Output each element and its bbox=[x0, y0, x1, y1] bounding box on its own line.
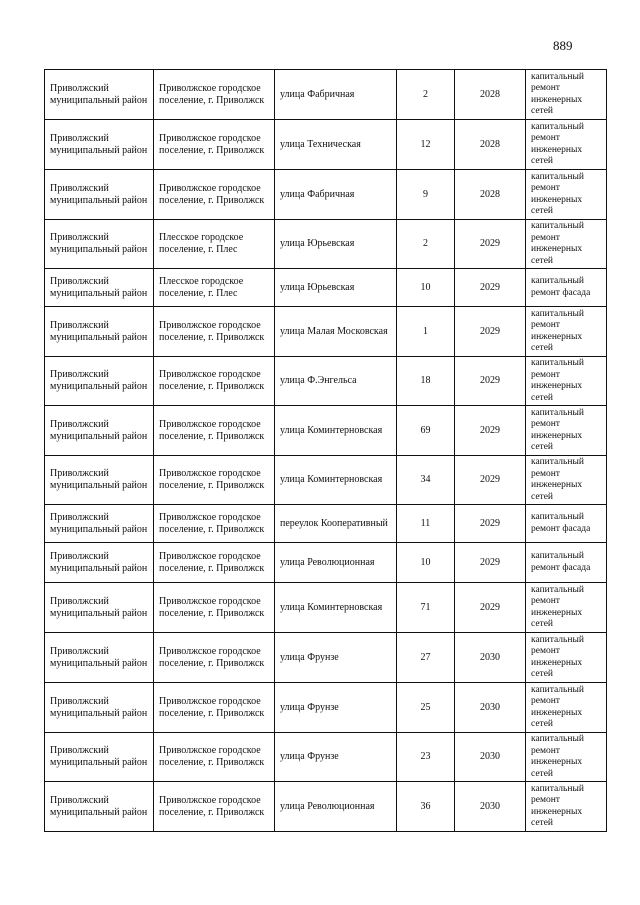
table-row bbox=[45, 406, 607, 456]
street-cell: улица Техническая bbox=[275, 120, 397, 170]
municipal-district-cell: Приволжский муниципальный район bbox=[45, 782, 154, 832]
settlement-cell: Приволжское городское поселение, г. Приволжск bbox=[154, 633, 275, 683]
municipal-district-cell: Приволжский муниципальный район bbox=[45, 120, 154, 170]
settlement-cell: Приволжское городское поселение, г. Приволжск bbox=[154, 307, 275, 357]
municipal-district-cell: Приволжский муниципальный район bbox=[45, 70, 154, 120]
repair-year-cell: 2029 bbox=[455, 406, 526, 456]
settlement-cell: Приволжское городское поселение, г. Приволжск bbox=[154, 583, 275, 633]
table-row bbox=[45, 733, 607, 782]
street-cell: улица Революционная bbox=[275, 543, 397, 583]
table-row bbox=[45, 70, 607, 120]
settlement-cell: Приволжское городское поселение, г. Приволжск bbox=[154, 170, 275, 220]
street-cell: улица Фрунзе bbox=[275, 633, 397, 683]
table-row bbox=[45, 505, 607, 543]
work-type-cell: капитальный ремонт инженерных сетей bbox=[526, 782, 607, 832]
settlement-cell: Приволжское городское поселение, г. Приволжск bbox=[154, 733, 275, 782]
house-number-cell: 18 bbox=[397, 357, 455, 406]
housing-repair-table bbox=[44, 69, 607, 832]
table-row bbox=[45, 456, 607, 505]
house-number-cell: 25 bbox=[397, 683, 455, 733]
work-type-cell: капитальный ремонт инженерных сетей bbox=[526, 120, 607, 170]
settlement-cell: Приволжское городское поселение, г. Приволжск bbox=[154, 120, 275, 170]
repair-year-cell: 2030 bbox=[455, 633, 526, 683]
work-type-cell: капитальный ремонт инженерных сетей bbox=[526, 733, 607, 782]
work-type-cell: капитальный ремонт фасада bbox=[526, 269, 607, 307]
street-cell: улица Коминтерновская bbox=[275, 456, 397, 505]
municipal-district-cell: Приволжский муниципальный район bbox=[45, 307, 154, 357]
work-type-cell: капитальный ремонт инженерных сетей bbox=[526, 683, 607, 733]
repair-year-cell: 2029 bbox=[455, 456, 526, 505]
table-row bbox=[45, 782, 607, 832]
settlement-cell: Плесское городское поселение, г. Плес bbox=[154, 220, 275, 269]
work-type-cell: капитальный ремонт инженерных сетей bbox=[526, 357, 607, 406]
settlement-cell: Приволжское городское поселение, г. Приволжск bbox=[154, 683, 275, 733]
house-number-cell: 10 bbox=[397, 269, 455, 307]
work-type-cell: капитальный ремонт фасада bbox=[526, 505, 607, 543]
house-number-cell: 34 bbox=[397, 456, 455, 505]
street-cell: улица Фабричная bbox=[275, 170, 397, 220]
municipal-district-cell: Приволжский муниципальный район bbox=[45, 505, 154, 543]
table-row bbox=[45, 357, 607, 406]
house-number-cell: 23 bbox=[397, 733, 455, 782]
settlement-cell: Приволжское городское поселение, г. Приволжск bbox=[154, 782, 275, 832]
street-cell: улица Фрунзе bbox=[275, 683, 397, 733]
work-type-cell: капитальный ремонт инженерных сетей bbox=[526, 583, 607, 633]
municipal-district-cell: Приволжский муниципальный район bbox=[45, 406, 154, 456]
work-type-cell: капитальный ремонт инженерных сетей bbox=[526, 633, 607, 683]
municipal-district-cell: Приволжский муниципальный район bbox=[45, 543, 154, 583]
table-row bbox=[45, 220, 607, 269]
work-type-cell: капитальный ремонт инженерных сетей bbox=[526, 307, 607, 357]
table-row bbox=[45, 633, 607, 683]
municipal-district-cell: Приволжский муниципальный район bbox=[45, 633, 154, 683]
street-cell: улица Юрьевская bbox=[275, 269, 397, 307]
street-cell: улица Коминтерновская bbox=[275, 583, 397, 633]
municipal-district-cell: Приволжский муниципальный район bbox=[45, 683, 154, 733]
work-type-cell: капитальный ремонт фасада bbox=[526, 543, 607, 583]
repair-year-cell: 2029 bbox=[455, 307, 526, 357]
settlement-cell: Приволжское городское поселение, г. Приволжск bbox=[154, 456, 275, 505]
house-number-cell: 12 bbox=[397, 120, 455, 170]
table-row bbox=[45, 120, 607, 170]
work-type-cell: капитальный ремонт инженерных сетей bbox=[526, 406, 607, 456]
street-cell: улица Фабричная bbox=[275, 70, 397, 120]
house-number-cell: 69 bbox=[397, 406, 455, 456]
repair-year-cell: 2028 bbox=[455, 70, 526, 120]
table-row bbox=[45, 269, 607, 307]
municipal-district-cell: Приволжский муниципальный район bbox=[45, 357, 154, 406]
settlement-cell: Приволжское городское поселение, г. Приволжск bbox=[154, 357, 275, 406]
house-number-cell: 2 bbox=[397, 220, 455, 269]
table-row bbox=[45, 583, 607, 633]
repair-year-cell: 2030 bbox=[455, 782, 526, 832]
house-number-cell: 11 bbox=[397, 505, 455, 543]
table-row bbox=[45, 683, 607, 733]
repair-year-cell: 2029 bbox=[455, 543, 526, 583]
street-cell: улица Малая Московская bbox=[275, 307, 397, 357]
municipal-district-cell: Приволжский муниципальный район bbox=[45, 456, 154, 505]
settlement-cell: Приволжское городское поселение, г. Приволжск bbox=[154, 70, 275, 120]
house-number-cell: 71 bbox=[397, 583, 455, 633]
settlement-cell: Плесское городское поселение, г. Плес bbox=[154, 269, 275, 307]
street-cell: улица Ф.Энгельса bbox=[275, 357, 397, 406]
house-number-cell: 27 bbox=[397, 633, 455, 683]
settlement-cell: Приволжское городское поселение, г. Приволжск bbox=[154, 406, 275, 456]
municipal-district-cell: Приволжский муниципальный район bbox=[45, 170, 154, 220]
repair-year-cell: 2029 bbox=[455, 583, 526, 633]
street-cell: улица Коминтерновская bbox=[275, 406, 397, 456]
work-type-cell: капитальный ремонт инженерных сетей bbox=[526, 170, 607, 220]
work-type-cell: капитальный ремонт инженерных сетей bbox=[526, 456, 607, 505]
page-number: 889 bbox=[553, 38, 573, 53]
repair-year-cell: 2030 bbox=[455, 683, 526, 733]
municipal-district-cell: Приволжский муниципальный район bbox=[45, 220, 154, 269]
table-row bbox=[45, 307, 607, 357]
table-body bbox=[45, 70, 607, 832]
house-number-cell: 2 bbox=[397, 70, 455, 120]
table-row bbox=[45, 170, 607, 220]
repair-year-cell: 2029 bbox=[455, 505, 526, 543]
municipal-district-cell: Приволжский муниципальный район bbox=[45, 269, 154, 307]
repair-year-cell: 2029 bbox=[455, 220, 526, 269]
repair-year-cell: 2029 bbox=[455, 357, 526, 406]
municipal-district-cell: Приволжский муниципальный район bbox=[45, 733, 154, 782]
house-number-cell: 10 bbox=[397, 543, 455, 583]
work-type-cell: капитальный ремонт инженерных сетей bbox=[526, 220, 607, 269]
settlement-cell: Приволжское городское поселение, г. Приволжск bbox=[154, 543, 275, 583]
municipal-district-cell: Приволжский муниципальный район bbox=[45, 583, 154, 633]
repair-year-cell: 2028 bbox=[455, 170, 526, 220]
street-cell: переулок Кооперативный bbox=[275, 505, 397, 543]
table-row bbox=[45, 543, 607, 583]
repair-year-cell: 2029 bbox=[455, 269, 526, 307]
street-cell: улица Фрунзе bbox=[275, 733, 397, 782]
street-cell: улица Революционная bbox=[275, 782, 397, 832]
street-cell: улица Юрьевская bbox=[275, 220, 397, 269]
repair-year-cell: 2028 bbox=[455, 120, 526, 170]
house-number-cell: 36 bbox=[397, 782, 455, 832]
house-number-cell: 9 bbox=[397, 170, 455, 220]
settlement-cell: Приволжское городское поселение, г. Приволжск bbox=[154, 505, 275, 543]
house-number-cell: 1 bbox=[397, 307, 455, 357]
work-type-cell: капитальный ремонт инженерных сетей bbox=[526, 70, 607, 120]
repair-year-cell: 2030 bbox=[455, 733, 526, 782]
